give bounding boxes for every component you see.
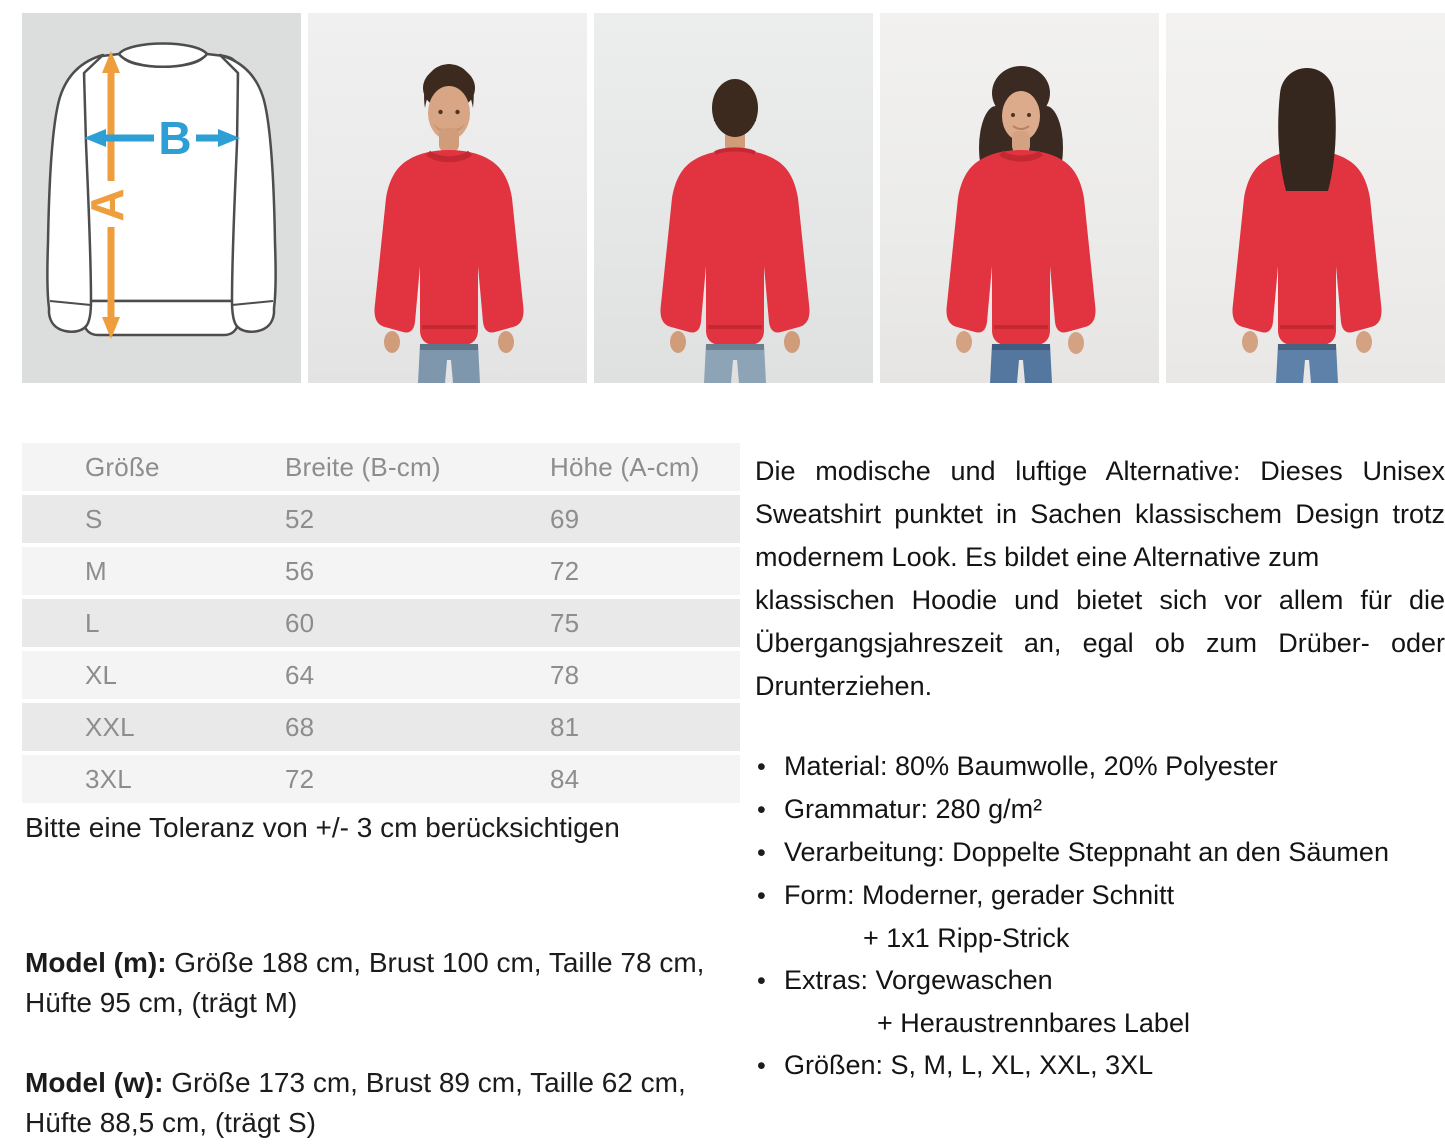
- feature-list: [757, 745, 1445, 1087]
- label-a: A: [81, 188, 134, 222]
- model-male-back-illustration: [594, 13, 873, 383]
- person-male-front: [374, 64, 523, 383]
- feature-item-continuation: [757, 917, 1445, 959]
- feature-text: Verarbeitung: Doppelte Steppnaht an den Säumen: [784, 837, 1389, 867]
- photo-woman-front[interactable]: [880, 13, 1159, 383]
- bullet-icon: •: [757, 1052, 766, 1080]
- person-female-back: [1232, 68, 1381, 383]
- col-hoehe: Höhe (A-cm): [550, 451, 700, 482]
- feature-text: Material: 80% Baumwolle, 20% Polyester: [784, 751, 1278, 781]
- person-male-back: [660, 79, 809, 383]
- person-female-front: [946, 66, 1095, 383]
- feature-text: Grammatur: 280 g/m²: [784, 794, 1043, 824]
- cell-breite: 72: [285, 763, 315, 794]
- model-female-back-illustration: [1166, 13, 1445, 383]
- feature-item: [757, 874, 1445, 917]
- cell-size: XXL: [85, 711, 135, 742]
- table-row: [22, 651, 740, 699]
- model-w-label: Model (w):: [25, 1067, 164, 1098]
- hand-right: [1068, 332, 1084, 354]
- sweatshirt: [946, 150, 1095, 345]
- hand-left: [1242, 331, 1258, 353]
- cell-breite: 60: [285, 607, 315, 638]
- sweatshirt: [374, 150, 523, 345]
- cell-hoehe: 84: [550, 763, 580, 794]
- shirt-body: [84, 54, 238, 301]
- cell-hoehe: 78: [550, 659, 580, 690]
- photo-man-front[interactable]: [308, 13, 587, 383]
- model-m-info: [25, 943, 735, 1023]
- photo-man-back[interactable]: [594, 13, 873, 383]
- hand-right: [1356, 331, 1372, 353]
- model-female-front-illustration: [880, 13, 1159, 383]
- cell-size: M: [85, 555, 107, 586]
- feature-item: [757, 1044, 1445, 1087]
- feature-text: + Heraustrennbares Label: [877, 1008, 1190, 1038]
- neck: [1012, 131, 1030, 152]
- cell-size: XL: [85, 659, 118, 690]
- size-table: [22, 443, 740, 807]
- hand-right: [498, 331, 514, 353]
- cell-hoehe: 81: [550, 711, 580, 742]
- cell-hoehe: 75: [550, 607, 580, 638]
- model-m-text: Größe 188 cm, Brust 100 cm, Taille 78 cm, Hüfte 95 cm, (trägt M): [25, 947, 705, 1018]
- cell-breite: 56: [285, 555, 315, 586]
- cell-size: 3XL: [85, 763, 132, 794]
- table-row: [22, 755, 740, 803]
- cell-breite: 52: [285, 503, 315, 534]
- cell-breite: 64: [285, 659, 315, 690]
- cell-size: S: [85, 503, 103, 534]
- feature-item: [757, 959, 1445, 1002]
- table-row: [22, 703, 740, 751]
- cell-hoehe: 72: [550, 555, 580, 586]
- sweatshirt-measurement-icon: [22, 13, 301, 383]
- table-row: [22, 495, 740, 543]
- label-b: B: [158, 112, 192, 164]
- neck: [439, 128, 459, 152]
- tolerance-note: Bitte eine Toleranz von +/- 3 cm berücksichtigen: [25, 812, 620, 843]
- hand-left: [384, 331, 400, 353]
- bullet-icon: •: [757, 839, 766, 867]
- feature-item: [757, 831, 1445, 874]
- photo-woman-back[interactable]: [1166, 13, 1445, 383]
- hand-right: [784, 331, 800, 353]
- model-w-info: [25, 1063, 735, 1143]
- table-row: [22, 599, 740, 647]
- sweatshirt: [660, 150, 809, 345]
- product-description: [755, 450, 1445, 708]
- hand-left: [956, 331, 972, 353]
- hair-length: [1278, 93, 1336, 191]
- cell-breite: 68: [285, 711, 315, 742]
- model-w-text: Größe 173 cm, Brust 89 cm, Taille 62 cm, Hüfte 88,5 cm, (trägt S): [25, 1067, 686, 1138]
- col-breite: Breite (B-cm): [285, 451, 441, 482]
- feature-text: Form: Moderner, gerader Schnitt: [784, 880, 1175, 910]
- model-m-label: Model (m):: [25, 947, 167, 978]
- col-groesse: Größe: [85, 451, 160, 482]
- table-row: [22, 547, 740, 595]
- size-table-header: [22, 443, 740, 491]
- product-gallery: [22, 13, 1445, 383]
- size-diagram[interactable]: [22, 13, 301, 383]
- bullet-icon: •: [757, 967, 766, 995]
- bullet-icon: •: [757, 882, 766, 910]
- cell-hoehe: 69: [550, 503, 580, 534]
- bullet-icon: •: [757, 753, 766, 781]
- hand-left: [670, 331, 686, 353]
- description-part-2: klassischen Hoodie und bietet sich vor allem für die Übergangsjahreszeit an, egal ob zum Drüber- oder Drunterziehen.: [755, 585, 1445, 701]
- description-part-1: Die modische und luftige Alternative: Dieses Unisex Sweatshirt punktet in Sachen klassischem Design trotz modernem Look. Es bildet eine Alternative zum: [755, 456, 1445, 572]
- bullet-icon: •: [757, 796, 766, 824]
- feature-item: [757, 745, 1445, 788]
- feature-item: [757, 788, 1445, 831]
- feature-text: Extras: Vorgewaschen: [784, 965, 1053, 995]
- feature-item-continuation: [757, 1002, 1445, 1044]
- cell-size: L: [85, 607, 100, 638]
- feature-text: + 1x1 Ripp-Strick: [863, 923, 1070, 953]
- feature-text: Größen: S, M, L, XL, XXL, 3XL: [784, 1050, 1154, 1080]
- model-male-front-illustration: [308, 13, 587, 383]
